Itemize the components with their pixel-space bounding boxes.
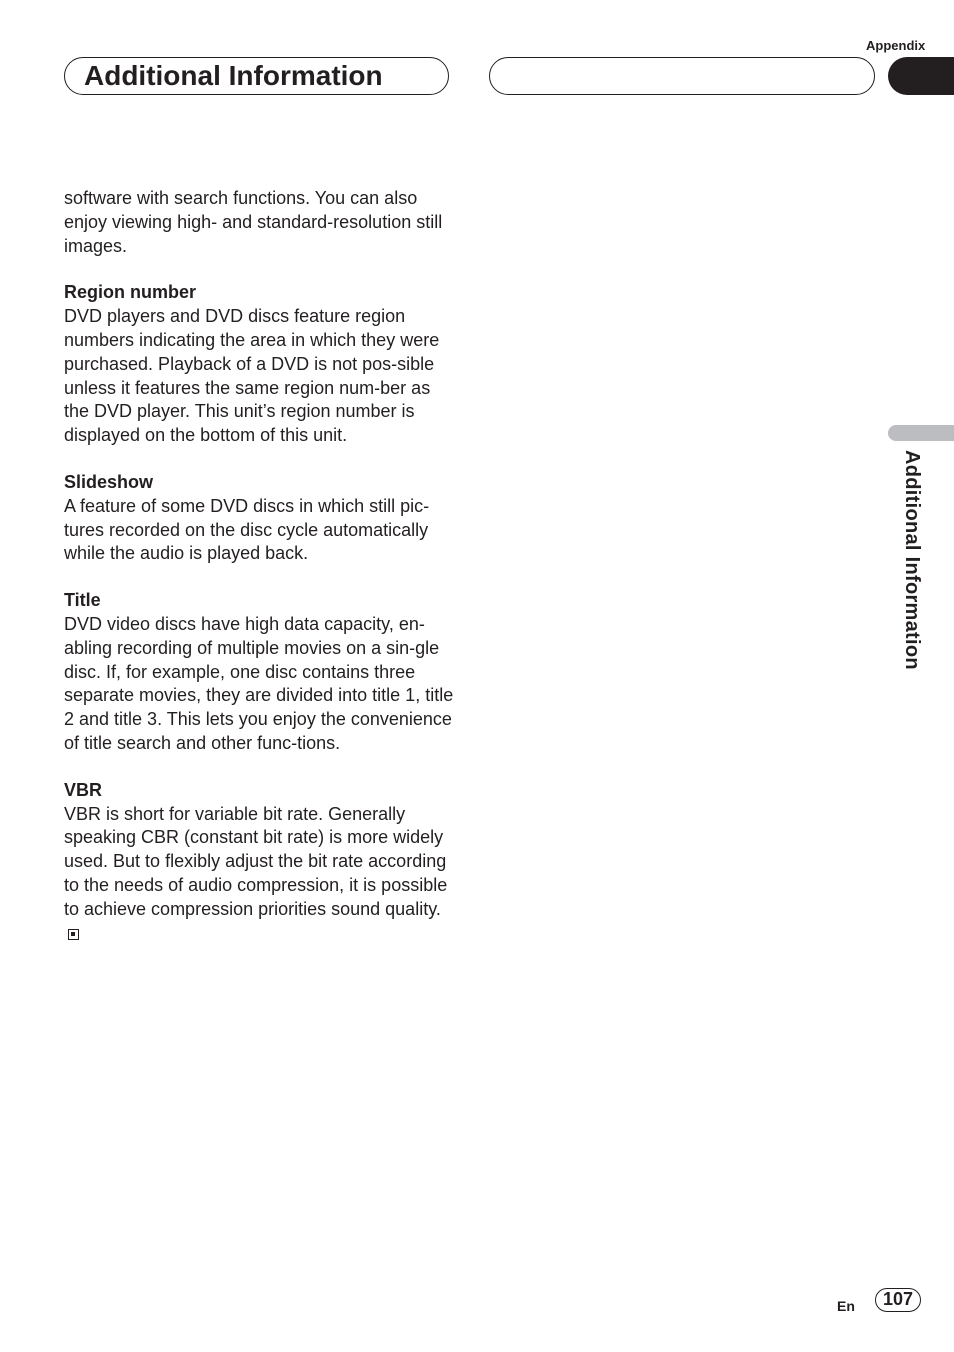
section-heading: VBR [64,779,103,800]
section-body: DVD video discs have high data capacity, en-abling recording of multiple movies on a sin-gle disc. If, for example, one disc contains three separate movies, they are divided into title 1, title 2 and title 3. This lets you enjoy the convenience of title search and other func-tions. [64,613,454,753]
section-heading: Region number [64,282,197,303]
section-body: VBR is short for variable bit rate. Generally speaking CBR (constant bit rate) is more widely used. But to flexibly adjust the bit rate according to the needs of audio compression, it is possible to achieve compression priorities sound quality. [64,803,448,919]
section-slideshow [64,471,454,566]
section-heading: Title [64,590,101,611]
end-of-section-icon [68,929,79,940]
page-title: Additional Information [84,60,383,91]
section-title [64,589,454,756]
appendix-label: Appendix [866,38,926,53]
section-heading: Slideshow [64,471,154,492]
section-vbr [64,779,454,946]
section-region-number [64,281,454,448]
section-side-label: Additional Information [901,450,923,670]
section-side-tab [888,425,954,441]
corner-tab [888,57,954,95]
section-body-container [64,803,454,946]
intro-paragraph: software with search functions. You can also enjoy viewing high- and standard-resolution still images. [64,188,443,256]
page-number: 107 [875,1288,921,1312]
language-code: En [837,1298,855,1314]
section-body: DVD players and DVD discs feature region numbers indicating the area in which they were purchased. Playback of a DVD is not pos-sible unless it features the same region num-ber as the DVD player. This unit’s region number is displayed on the bottom of this unit. [64,306,440,446]
header-blank-frame [489,57,875,95]
section-body: A feature of some DVD discs in which still pic-tures recorded on the disc cycle automatically while the audio is played back. [64,495,430,564]
main-content [64,187,454,945]
